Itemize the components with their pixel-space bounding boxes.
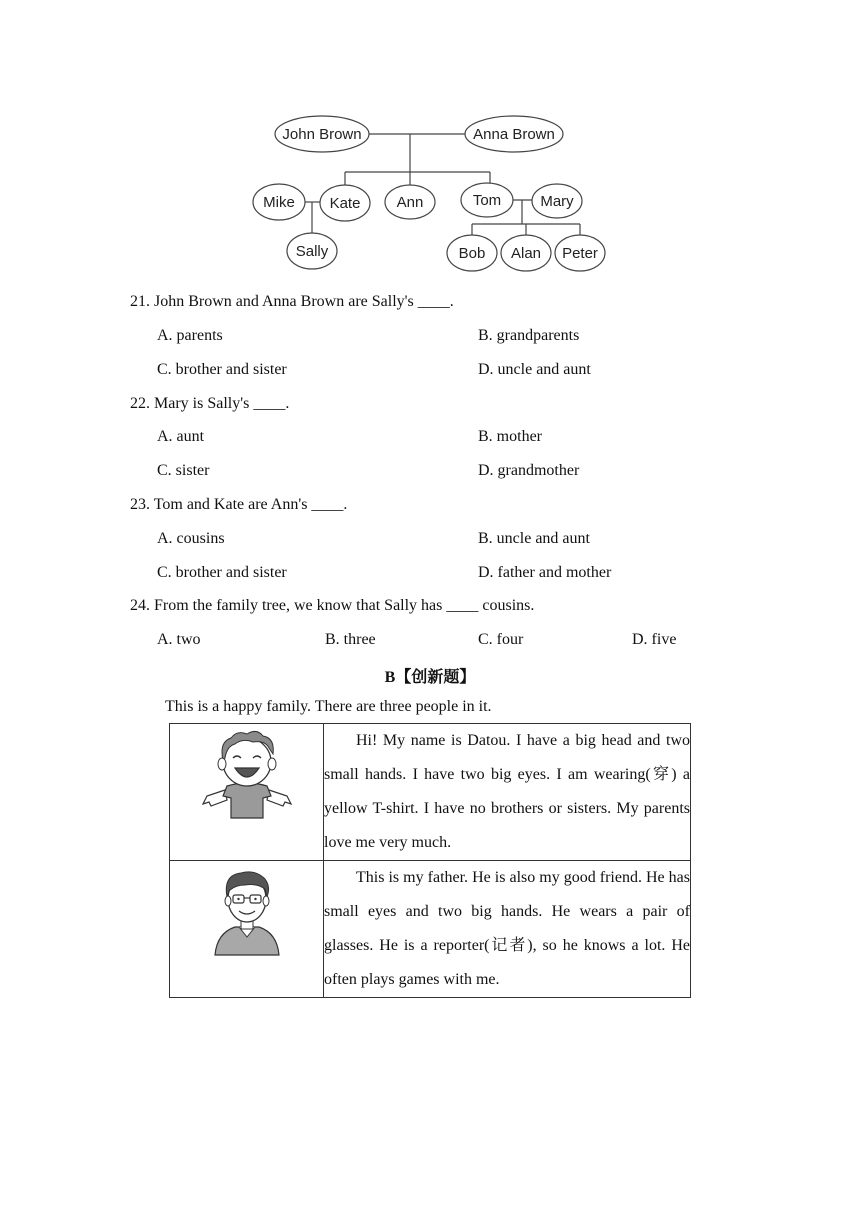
svg-text:Tom: Tom: [472, 192, 502, 209]
q24-option-b[interactable]: B. three: [325, 631, 376, 648]
section-b-heading: [0, 664, 860, 687]
picture-cell: [170, 861, 324, 998]
picture-cell: [170, 724, 324, 861]
q22-option-a[interactable]: A. aunt: [157, 428, 205, 445]
datou-description: Hi! My name is Datou. I have a big head and two small hands. I have two big eyes. I am wearing(穿) a yellow T-shirt. I have no brothers or sisters. My parents love me very much.: [324, 724, 691, 861]
question-24: 24. From the family tree, we know that Sally has ____ cousins.: [130, 597, 535, 614]
q21-option-c[interactable]: C. brother and sister: [157, 361, 287, 378]
svg-text:Kate: Kate: [329, 195, 361, 212]
section-title: 【创新题】: [395, 667, 476, 686]
svg-text:John Brown: John Brown: [282, 126, 362, 143]
father-description: This is my father. He is also my good friend. He has small eyes and two big hands. He wears a pair of glasses. He is a reporter(记者), so he knows a lot. He often plays games with me.: [324, 861, 691, 998]
node-mike: [253, 184, 305, 220]
q24-option-a[interactable]: A. two: [157, 631, 201, 648]
q23-option-b[interactable]: B. uncle and aunt: [478, 530, 590, 547]
svg-text:Anna Brown: Anna Brown: [473, 126, 555, 143]
question-22: 22. Mary is Sally's ____.: [130, 395, 290, 412]
question-21: 21. John Brown and Anna Brown are Sally's ____.: [130, 293, 454, 310]
svg-text:Peter: Peter: [562, 245, 598, 262]
father-icon: [197, 861, 297, 961]
family-tree-diagram: [250, 112, 610, 277]
node-alan: [501, 235, 551, 271]
q24-option-d[interactable]: D. five: [632, 631, 677, 648]
q21-option-d[interactable]: D. uncle and aunt: [478, 361, 591, 378]
q22-option-b[interactable]: B. mother: [478, 428, 542, 445]
svg-text:Bob: Bob: [458, 245, 486, 262]
q22-option-d[interactable]: D. grandmother: [478, 462, 580, 479]
node-anna-brown: [465, 116, 563, 152]
q24-option-c[interactable]: C. four: [478, 631, 524, 648]
table-row: [170, 724, 691, 861]
node-ann: [385, 185, 435, 219]
node-mary: [532, 184, 582, 218]
family-tree-svg: [250, 112, 610, 277]
q23-option-d[interactable]: D. father and mother: [478, 564, 612, 581]
node-bob: [447, 235, 497, 271]
svg-text:Mary: Mary: [540, 193, 574, 210]
node-peter: [555, 235, 605, 271]
svg-text:Mike: Mike: [263, 194, 295, 211]
boy-datou-icon: [197, 724, 297, 824]
node-sally: [287, 233, 337, 269]
q22-option-c[interactable]: C. sister: [157, 462, 210, 479]
q21-option-a[interactable]: A. parents: [157, 327, 223, 344]
node-john-brown: [275, 116, 369, 152]
svg-text:Ann: Ann: [396, 194, 424, 211]
table-row: [170, 861, 691, 998]
q23-option-a[interactable]: A. cousins: [157, 530, 225, 547]
section-letter: B: [384, 669, 396, 686]
q21-option-b[interactable]: B. grandparents: [478, 327, 580, 344]
svg-text:Alan: Alan: [510, 245, 542, 262]
node-kate: [320, 185, 370, 221]
svg-text:Sally: Sally: [295, 243, 329, 260]
question-23: 23. Tom and Kate are Ann's ____.: [130, 496, 348, 513]
q23-option-c[interactable]: C. brother and sister: [157, 564, 287, 581]
reading-intro: This is a happy family. There are three people in it.: [165, 698, 492, 715]
reading-table: [169, 723, 691, 998]
node-tom: [461, 183, 513, 217]
